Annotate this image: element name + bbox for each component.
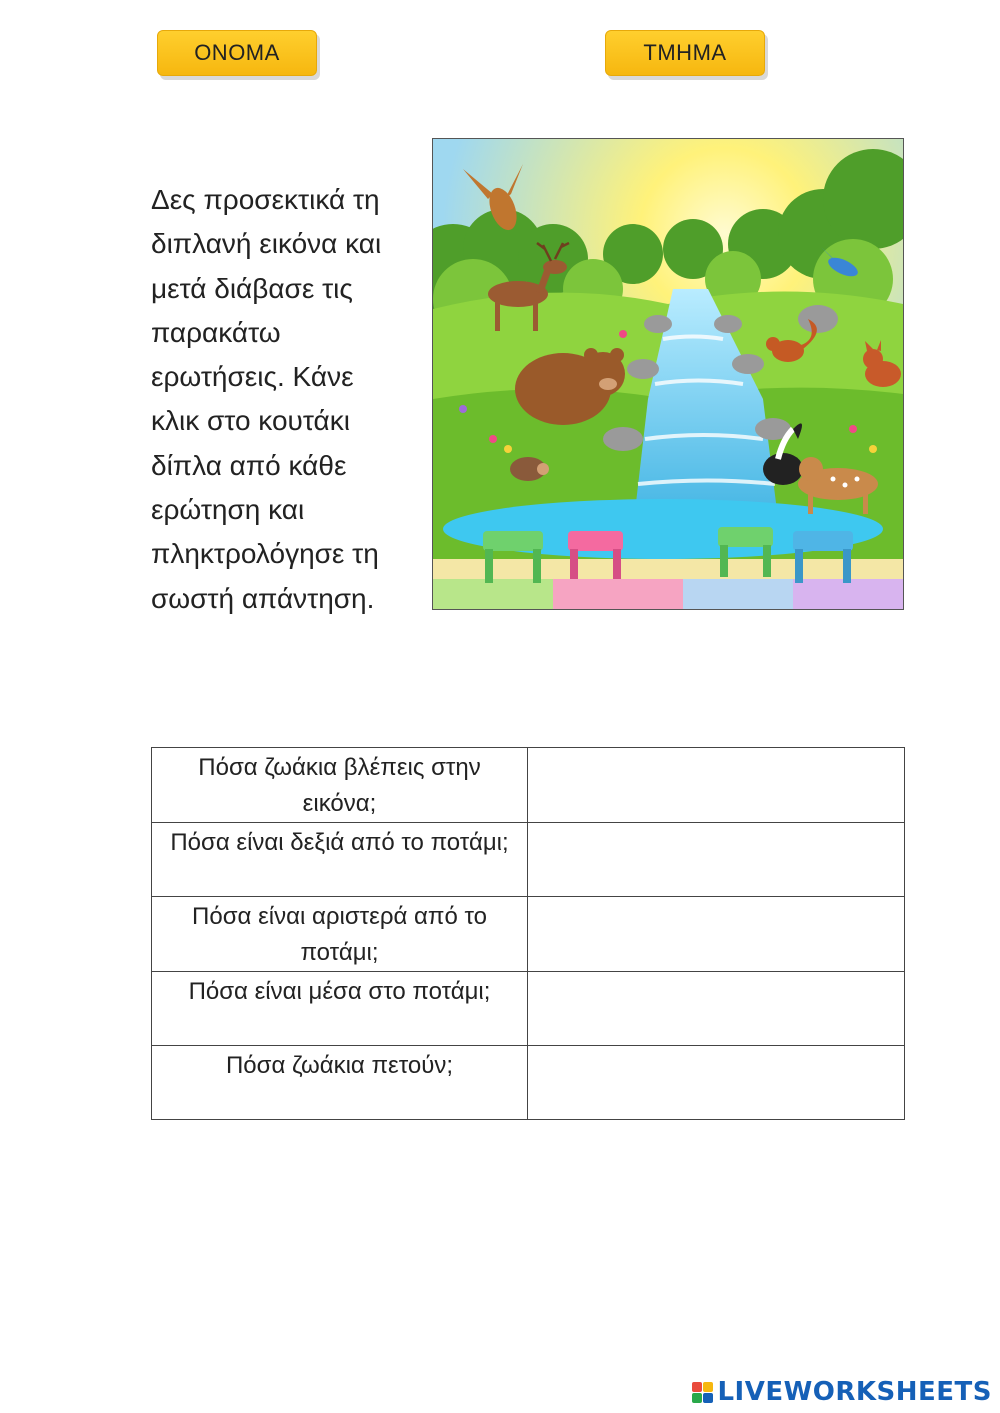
- question-row: [152, 897, 905, 972]
- question-row: [152, 972, 905, 1046]
- question-row: [152, 1046, 905, 1120]
- instructions-text: Δες προσεκτικά τη διπλανή εικόνα και μετά διάβασε τις παρακάτω ερωτήσεις. Κάνε κλικ στο κουτάκι δίπλα από κάθε ερώτηση και πληκτρολόγησε τη σωστή απάντηση.: [151, 184, 382, 614]
- liveworksheets-brand: [692, 1377, 992, 1407]
- question-text: Πόσα είναι αριστερά από το ποτάμι;: [152, 897, 528, 972]
- questions-table: [151, 747, 905, 1120]
- answer-cell: [528, 972, 905, 1046]
- question-row: [152, 823, 905, 897]
- brand-text: LIVEWORKSHEETS: [717, 1377, 992, 1407]
- question-text: Πόσα είναι δεξιά από το ποτάμι;: [152, 823, 528, 897]
- answer-input[interactable]: [528, 823, 904, 895]
- answer-input[interactable]: [528, 748, 904, 820]
- question-row: [152, 748, 905, 823]
- answer-input[interactable]: [528, 972, 904, 1044]
- class-button[interactable]: ΤΜΗΜΑ: [605, 30, 765, 76]
- forest-river-illustration: [432, 138, 904, 610]
- liveworksheets-logo-icon: [692, 1382, 713, 1403]
- answer-cell: [528, 748, 905, 823]
- answer-cell: [528, 897, 905, 972]
- answer-cell: [528, 823, 905, 897]
- answer-input[interactable]: [528, 897, 904, 969]
- answer-cell: [528, 1046, 905, 1120]
- answer-input[interactable]: [528, 1046, 904, 1118]
- question-text: Πόσα ζωάκια πετούν;: [152, 1046, 528, 1120]
- question-text: Πόσα είναι μέσα στο ποτάμι;: [152, 972, 528, 1046]
- question-text: Πόσα ζωάκια βλέπεις στην εικόνα;: [152, 748, 528, 823]
- name-button[interactable]: ΟΝΟΜΑ: [157, 30, 317, 76]
